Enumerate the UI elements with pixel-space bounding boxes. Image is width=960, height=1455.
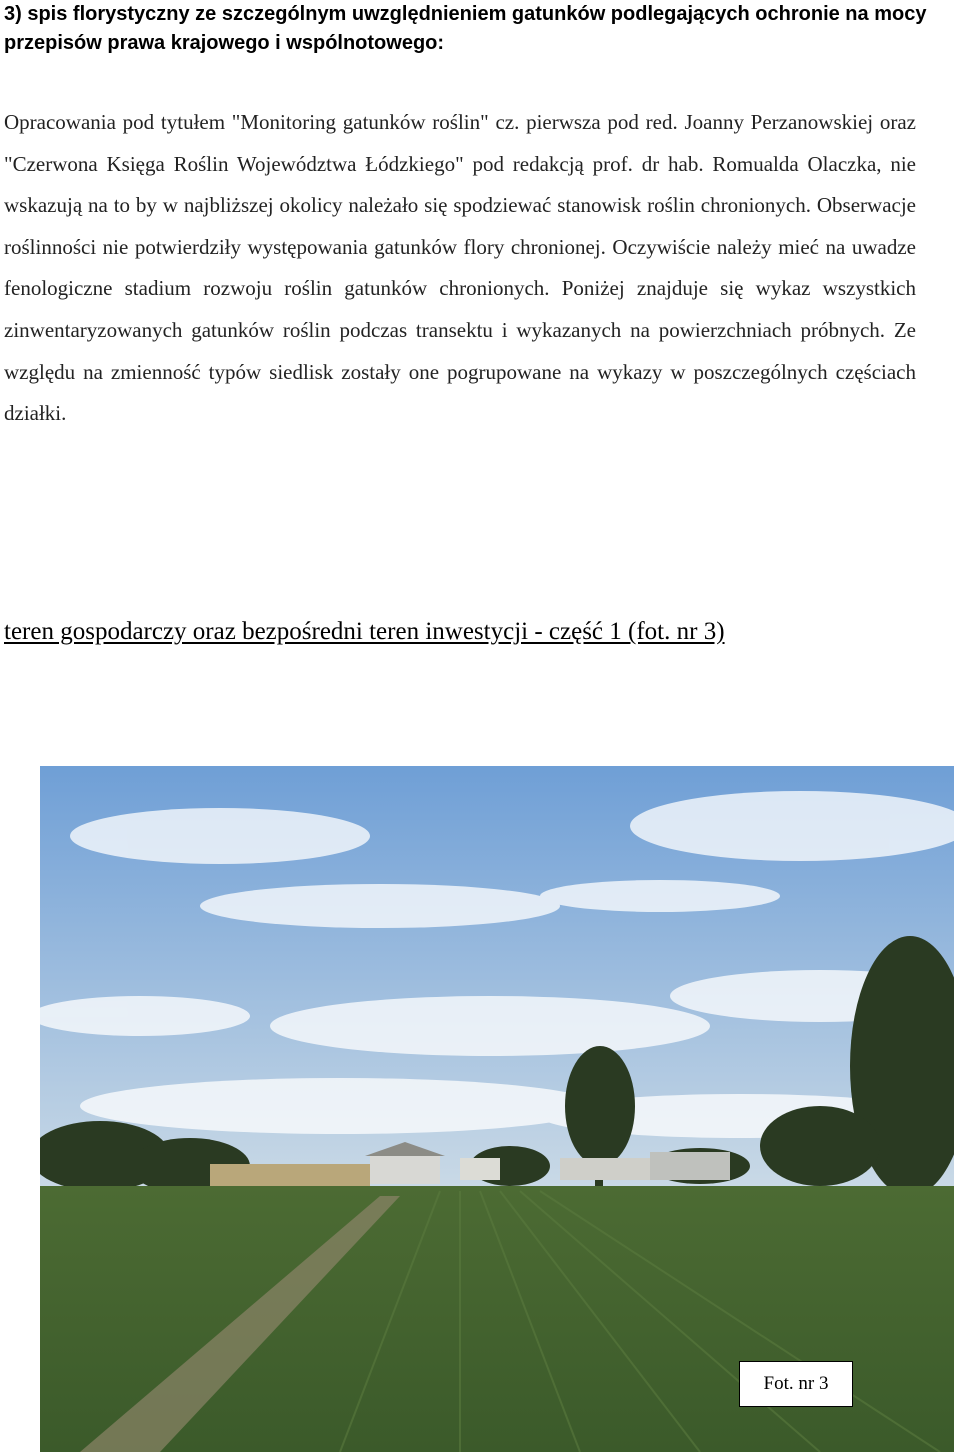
photo-caption: Fot. nr 3: [739, 1361, 853, 1407]
section-heading: 3) spis florystyczny ze szczególnym uwzględnieniem gatunków podlegających ochronie na mocy przepisów prawa krajowego i wspólnotowego:: [4, 3, 927, 54]
field-photo-illustration: [40, 766, 954, 1452]
field-photo: [40, 766, 954, 1452]
subsection-title: teren gospodarczy oraz bezpośredni teren inwestycji - część 1 (fot. nr 3): [4, 618, 725, 645]
body-paragraph: Opracowania pod tytułem "Monitoring gatunków roślin" cz. pierwsza pod red. Joanny Perzanowskiej oraz "Czerwona Księga Roślin Województwa Łódzkiego" pod redakcją prof. dr hab. Romualda Olaczka, nie wskazują na to by w najbliższej okolicy należało się spodziewać stanowisk roślin chronionych. Obserwacje roślinności nie potwierdziły występowania gatunków flory chronionej. Oczywiście należy mieć na uwadze fenologiczne stadium rozwoju roślin gatunków chronionych. Poniżej znajduje się wykaz wszystkich zinwentaryzowanych gatunków roślin podczas transektu i wykazanych na powierzchniach próbnych. Ze względu na zmienność typów siedlisk zostały one pogrupowane na wykazy w poszczególnych częściach działki.: [4, 110, 916, 426]
